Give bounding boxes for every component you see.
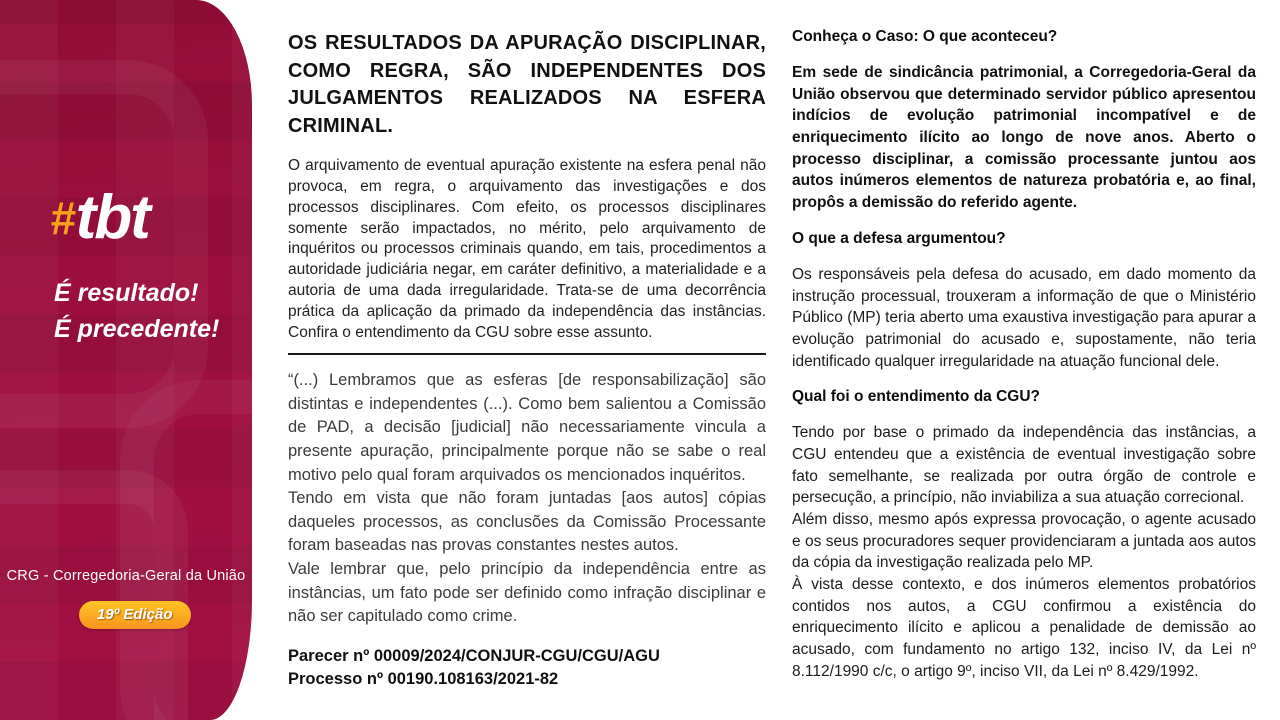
quote-block xyxy=(288,369,766,629)
case-paragraph: À vista desse contexto, e dos inúmeros elementos probatórios contidos nos autos, a CGU confirmou a existência do enriquecimento ilícito e aplicou a penalidade de demissão ao acusado, com fundamento no artigo 132, inciso IV, da Lei nº 8.112/1990 c/c, o artigo 9º, inciso VII, da Lei nº 8.429/1992. xyxy=(792,576,1256,680)
case-column xyxy=(792,28,1256,699)
case-paragraph: Os responsáveis pela defesa do acusado, em dado momento da instrução processual, trouxeram a informação de que o Ministério Público (MP) teria aberto uma exaustiva investigação para apurar a evolução patrimonial do acusado e, supostamente, não teria identificado qualquer irregularidade na atuação funcional dele. xyxy=(792,265,1256,370)
divider-line xyxy=(288,353,766,355)
reference-block xyxy=(288,645,766,691)
tbt-logo xyxy=(50,182,149,253)
article-title: OS RESULTADOS DA APURAÇÃO DISCIPLINAR, COMO REGRA, SÃO INDEPENDENTES DOS JULGAMENTOS REALIZADOS NA ESFERA CRIMINAL. xyxy=(288,32,766,137)
org-name: CRG - Corregedoria-Geral da União xyxy=(6,568,246,584)
case-section-heading-2: O que a defesa argumentou? xyxy=(792,229,1006,247)
reference-parecer: Parecer nº 00009/2024/CONJUR-CGU/CGU/AGU xyxy=(288,646,660,665)
case-paragraph: Tendo por base o primado da independência das instâncias, a CGU entendeu que a existência de eventual investigação sobre fato semelhante, se realizada por outra órgão de controle e persecução, a princípio, não inviabiliza a sua atuação correcional. xyxy=(792,424,1256,507)
case-section-heading-3: Qual foi o entendimento da CGU? xyxy=(792,388,1040,406)
case-section-body-1 xyxy=(792,62,1256,214)
case-section-heading-1: Conheça o Caso: O que aconteceu? xyxy=(792,28,1058,45)
sidebar xyxy=(0,0,252,720)
case-section-body-2 xyxy=(792,264,1256,372)
hash-icon: # xyxy=(50,192,74,244)
edition-badge: 19º Edição xyxy=(79,601,191,629)
reference-processo: Processo nº 00190.108163/2021-82 xyxy=(288,669,559,688)
case-section-body-3 xyxy=(792,422,1256,682)
tagline-line-1: É resultado! xyxy=(54,279,199,307)
case-paragraph: Em sede de sindicância patrimonial, a Corregedoria-Geral da União observou que determinado servidor público apresentou indícios de evolução patrimonial incompatível e de enriquecimento ilícito ao longo de nove anos. Aberto o processo disciplinar, a comissão processante juntou aos autos inúmeros elementos de natureza probatória e, ao final, propôs a demissão do referido agente. xyxy=(792,64,1256,212)
tbt-logo-text: tbt xyxy=(75,183,149,252)
quote-paragraph: Vale lembrar que, pelo princípio da independência entre as instâncias, um fato pode ser definido como infração disciplinar e não ser capitulado como crime. xyxy=(288,560,766,626)
tagline xyxy=(54,276,219,347)
tagline-line-2: É precedente! xyxy=(54,314,220,343)
quote-paragraph: “(...) Lembramos que as esferas [de responsabilização] são distintas e independentes (...). Como bem salientou a Comissão de PAD, a decisão [judicial] não necessariamente vincula a presente apuração, principalmente porque não se sabe o real motivo pelo qual foram arquivados os mencionados inquéritos. xyxy=(288,371,766,484)
main-article xyxy=(288,30,766,690)
article-intro: O arquivamento de eventual apuração existente na esfera penal não provoca, em regra, o arquivamento das investigações e dos processos disciplinares. Com efeito, os processos disciplinares somente serão impactados, no mérito, pelo arquivamento de inquéritos ou processos criminais quando, em tais, procedimentos a autoridade judiciária negar, em caráter definitivo, a materialidade e a autoria de uma dada irregularidade. Trata-se de uma decorrência prática da aplicação da primado da independência das instâncias. Confira o entendimento da CGU sobre esse assunto. xyxy=(288,157,766,341)
background-letter-glyph xyxy=(0,470,188,720)
case-paragraph: Além disso, mesmo após expressa provocação, o agente acusado e os seus procuradores sequer providenciaram a juntada aos autos da cópia da investigação realizada pelo MP. xyxy=(792,511,1256,572)
quote-paragraph: Tendo em vista que não foram juntadas [aos autos] cópias daqueles processos, as conclusões da Comissão Processante foram baseadas nas provas constantes nestes autos. xyxy=(288,489,766,555)
